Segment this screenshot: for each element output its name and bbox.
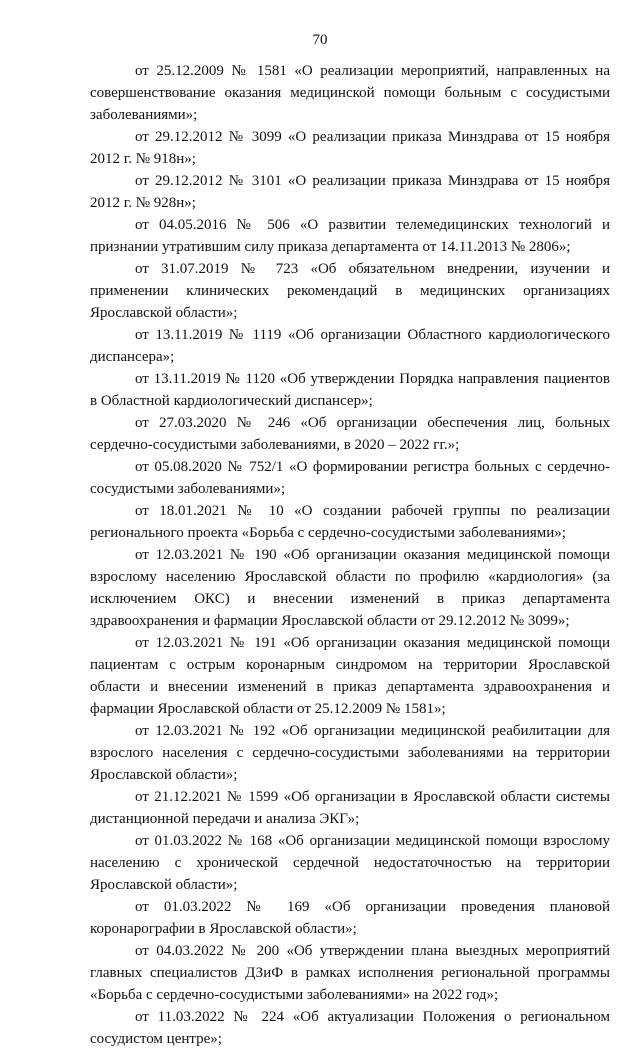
document-body xyxy=(90,60,610,1050)
list-item: от 27.03.2020 № 246 «Об организации обеспечения лиц, больных сердечно-сосудистыми заболеваниями, в 2020 – 2022 гг.»; xyxy=(90,415,610,453)
list-item: от 13.11.2019 № 1119 «Об организации Областного кардиологического диспансера»; xyxy=(90,327,610,365)
list-item: от 12.03.2021 № 192 «Об организации медицинской реабилитации для взрослого населения с сердечно-сосудистыми заболеваниями на территории Ярославской области»; xyxy=(90,723,610,783)
list-item: от 12.03.2021 № 191 «Об организации оказания медицинской помощи пациентам с острым коронарным синдромом на территории Ярославской области и внесении изменений в приказ департамента здравоохранения и фармации Ярославской области от 25.12.2009 № 1581»; xyxy=(90,635,610,717)
list-item: от 01.03.2022 № 169 «Об организации проведения плановой коронарографии в Ярославской области»; xyxy=(90,899,610,937)
list-item: от 13.11.2019 № 1120 «Об утверждении Порядка направления пациентов в Областной кардиологический диспансер»; xyxy=(90,371,610,409)
list-item: от 31.07.2019 № 723 «Об обязательном внедрении, изучении и применении клинических рекомендаций в медицинских организациях Ярославской области»; xyxy=(90,261,610,321)
page-number: 70 xyxy=(312,32,328,48)
list-item: от 21.12.2021 № 1599 «Об организации в Ярославской области системы дистанционной передачи и анализа ЭКГ»; xyxy=(90,789,610,827)
list-item: от 18.01.2021 № 10 «О создании рабочей группы по реализации регионального проекта «Борьба с сердечно-сосудистыми заболеваниями»; xyxy=(90,503,610,541)
list-item: от 12.03.2021 № 190 «Об организации оказания медицинской помощи взрослому населению Ярославской области по профилю «кардиология» (за исключением ОКС) и внесении изменений в приказ департамента здравоохранения и фармации Ярославской области от 29.12.2012 № 3099»; xyxy=(90,547,610,629)
list-item: от 05.08.2020 № 752/1 «О формировании регистра больных с сердечно-сосудистыми заболеваниями»; xyxy=(90,459,610,497)
list-item: от 25.12.2009 № 1581 «О реализации мероприятий, направленных на совершенствование оказания медицинской помощи больным с сосудистыми заболеваниями»; xyxy=(90,63,610,123)
list-item: от 01.03.2022 № 168 «Об организации медицинской помощи взрослому населению с хронической сердечной недостаточностью на территории Ярославской области»; xyxy=(90,833,610,893)
list-item: от 11.03.2022 № 224 «Об актуализации Положения о региональном сосудистом центре»; xyxy=(90,1009,610,1047)
list-item: от 29.12.2012 № 3101 «О реализации приказа Минздрава от 15 ноября 2012 г. № 928н»; xyxy=(90,173,610,211)
list-item: от 04.03.2022 № 200 «Об утверждении плана выездных мероприятий главных специалистов ДЗиФ в рамках исполнения региональной программы «Борьба с сердечно-сосудистыми заболеваниями» на 2022 год»; xyxy=(90,943,610,1003)
list-item: от 04.05.2016 № 506 «О развитии телемедицинских технологий и признании утратившим силу приказа департамента от 14.11.2013 № 2806»; xyxy=(90,217,610,255)
list-item: от 29.12.2012 № 3099 «О реализации приказа Минздрава от 15 ноября 2012 г. № 918н»; xyxy=(90,129,610,167)
